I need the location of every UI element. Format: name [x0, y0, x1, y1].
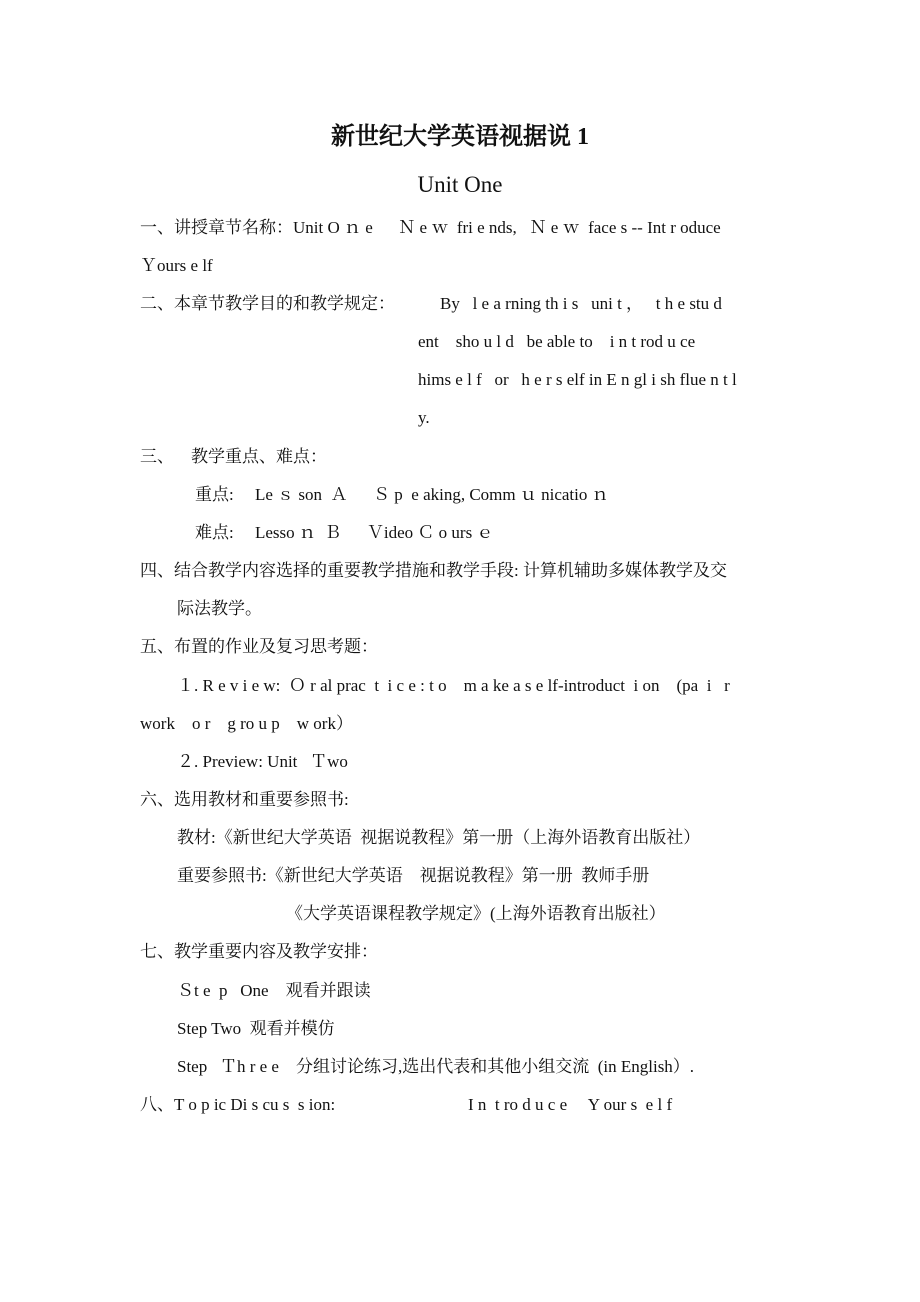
section-8-topic: I n t ro d u c e Y our s e l f	[468, 1095, 673, 1114]
homework-item-1-line-2: work o r g ro u p w ork）	[140, 714, 353, 733]
homework-item-2: ２. Preview: Unit Ｔwo	[177, 752, 348, 771]
section-2-text-line-3: hims e l f or h e r s elf in E n gl i sh flue n t l	[418, 370, 737, 389]
section-8-label: 八、T o p ic Di s cu s s ion:	[140, 1095, 336, 1114]
step-two: Step Two 观看并模仿	[177, 1019, 335, 1038]
section-4-line-2: 际法教学。	[177, 599, 262, 618]
textbook-line: 教材:《新世纪大学英语 视据说教程》第一册（上海外语教育出版社）	[177, 828, 701, 847]
document-title: 新世纪大学英语视据说 1	[331, 124, 589, 150]
homework-item-1-line-1: １. R e v i e w: Ｏ r al prac t i c e : t o m a ke a s e lf-introduct i on (pa i r	[177, 676, 730, 695]
unit-subtitle: Unit One	[417, 172, 503, 197]
section-2-text-line-4: y.	[418, 408, 430, 427]
step-one: Ｓt e p One 观看并跟读	[177, 981, 371, 1000]
section-3-label: 三、 教学重点、难点：	[140, 447, 327, 466]
section-3-difficult-point: 难点: Lesso ｎ Ｂ Ｖideo Ｃ o urs ｅ	[195, 523, 494, 542]
section-2-text-line-1: By l e a rning th i s uni t ， t h e stu d	[440, 294, 722, 313]
section-2-label: 二、本章节教学目的和教学规定：	[140, 294, 395, 313]
reference-line-1: 重要参照书:《新世纪大学英语 视据说教程》第一册 教师手册	[177, 866, 650, 885]
section-3-key-point: 重点: Le ｓ son Ａ Ｓ p e aking, Comm ｕ nicatio ｎ	[195, 485, 609, 504]
section-5-label: 五、布置的作业及复习思考题：	[140, 637, 378, 656]
section-1-line-2: Ｙours e lf	[140, 256, 213, 275]
section-7-label: 七、教学重要内容及教学安排：	[140, 942, 378, 961]
section-1-line-1: 一、讲授章节名称：Unit O ｎ e Ｎ e ｗ fri e nds, Ｎ e ｗ face s -- Int r oduce	[140, 218, 721, 237]
section-2-text-line-2: ent sho u l d be able to i n t rod u ce	[418, 332, 696, 351]
section-6-label: 六、选用教材和重要参照书:	[140, 790, 349, 809]
step-three: Step Ｔh r e e 分组讨论练习,选出代表和其他小组交流 (in English）.	[177, 1057, 695, 1076]
section-4-line-1: 四、结合教学内容选择的重要教学措施和教学手段: 计算机辅助多媒体教学及交	[140, 561, 727, 580]
reference-line-2: 《大学英语课程教学规定》(上海外语教育出版社）	[286, 904, 666, 923]
